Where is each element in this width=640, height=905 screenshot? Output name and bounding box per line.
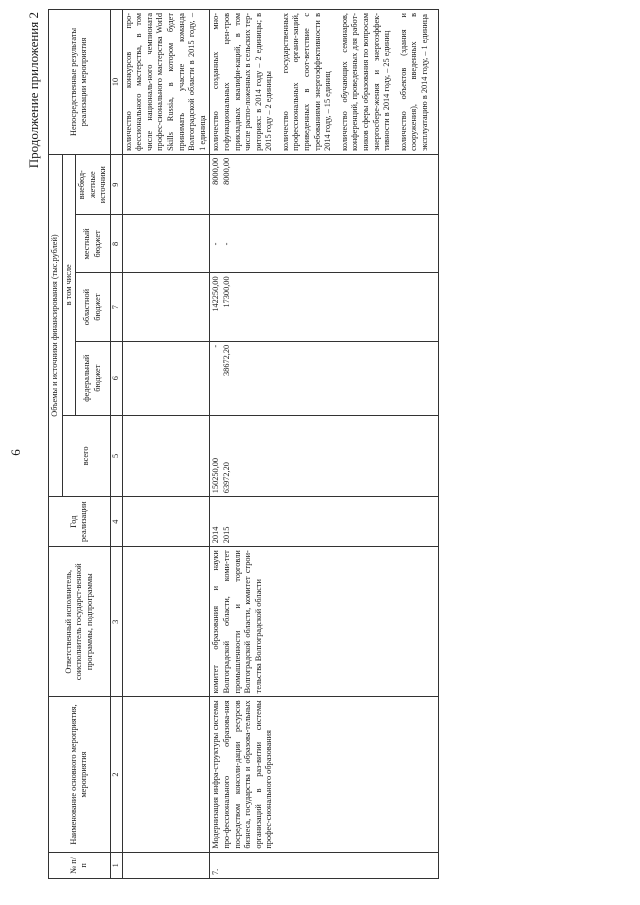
year-value: 2014 xyxy=(211,526,221,544)
col-number: 6 xyxy=(110,341,122,415)
result-item: количество государственных профессиональных органи-заций, приведенных в соот-ветствие с требованиями энергоэффективности в 2014 году, – 15 единиц xyxy=(280,13,333,151)
table-row-7 xyxy=(210,10,438,879)
header-extra: внебюд-жетные источники xyxy=(76,154,111,215)
regional-value: 17300,00 xyxy=(221,276,231,308)
header-name: Наименование основного мероприятия, мероприятия xyxy=(49,697,111,852)
continuation-label: Продолжение приложения 2 xyxy=(26,12,41,169)
result-item: количество объектов (здания и сооружения), введенных в эксплуатацию в 2014 году, – 1 единица xyxy=(398,13,429,151)
header-num: № п/п xyxy=(49,852,111,878)
years xyxy=(210,497,438,547)
header-total: всего xyxy=(62,415,110,497)
local-value: - xyxy=(211,242,221,246)
local-value: - xyxy=(221,242,231,246)
federal-values xyxy=(210,341,438,415)
col-number: 4 xyxy=(110,497,122,547)
extra-values xyxy=(210,154,438,215)
col-number: 2 xyxy=(110,697,122,852)
header-including: в том числе xyxy=(62,154,76,415)
year-value: 2015 xyxy=(221,526,231,544)
total-value: 150250,00 xyxy=(211,457,221,494)
header-executor: Ответственный исполнитель, соисполнитель государст-венной программы, подпрограммы xyxy=(49,547,111,697)
row-number: 7. xyxy=(210,852,438,878)
federal-value: - xyxy=(211,344,221,348)
col-number: 9 xyxy=(110,154,122,215)
page-number: 6 xyxy=(8,449,23,456)
total-values xyxy=(210,415,438,497)
results-cell xyxy=(210,10,438,155)
executor: комитет образования и науки Волгоградской области, коми-тет промышленности и торговли Волгоградской области, комитет строи-тельства Волгоградской области xyxy=(210,547,438,697)
result-item: количество созданных мно-гофункциональных цен-тров прикладных квалифи-каций, в том числе распо-ложенных в сельских тер-риториях: в 2014 году – 2 единицы; в 2015 году – 2 единицы xyxy=(211,13,274,151)
header-local: местный бюджет xyxy=(76,215,111,273)
extra-value: 8000,00 xyxy=(221,157,231,185)
total-value: 63972,20 xyxy=(221,462,231,494)
col-number: 8 xyxy=(110,215,122,273)
header-federal: федеральный бюджет xyxy=(76,341,111,415)
col-number: 7 xyxy=(110,273,122,341)
table-row-carryover xyxy=(122,10,210,879)
program-table xyxy=(48,9,439,879)
local-values xyxy=(210,215,438,273)
header-regional: областной бюджет xyxy=(76,273,111,341)
result-item: количество обучающих семинаров, конференций, проведенных для работ-ников сферы образования по вопросам энергосбере-жения и энергоэффек-тивности в 2014 году, – 25 единиц xyxy=(339,13,392,151)
col-number: 10 xyxy=(110,10,122,155)
extra-value: 8000,00 xyxy=(211,157,221,185)
header-year: Год реализации xyxy=(49,497,111,547)
regional-value: 142250,00 xyxy=(211,276,221,312)
measure-name: Модернизация инфра-структуры системы про-фессионального образова-ния посредством консоли-дации ресурсов бизнеса, государства и образова-тельных организаций в раз-витии системы профес-сионального образования xyxy=(210,697,438,852)
column-number-row xyxy=(110,10,122,879)
col-number: 3 xyxy=(110,547,122,697)
col-number: 5 xyxy=(110,415,122,497)
carryover-result: количество конкурсов про-фессионального мастерства, в том числе националь-ного чемпионата профес-сионального мастерства World Skills Russia, в котором будет принимать участие команда Волгоградской области в 2015 году, – 1 единица xyxy=(122,10,210,155)
federal-value: 38672,20 xyxy=(221,344,231,376)
header-results: Непосредственные результаты реализации мероприятия xyxy=(49,10,111,155)
header-funding: Объемы и источники финансирования (тыс.рублей) xyxy=(49,154,63,496)
regional-values xyxy=(210,273,438,341)
col-number: 1 xyxy=(110,852,122,878)
